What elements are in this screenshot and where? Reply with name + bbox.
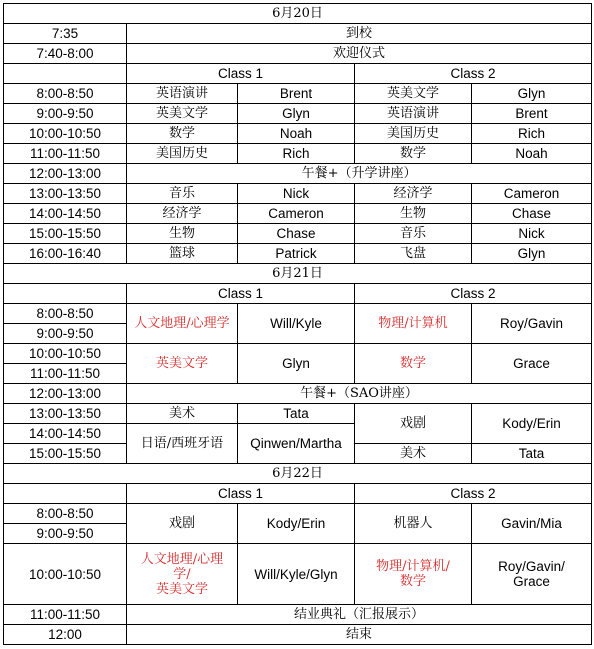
teacher-cell: Will/Kyle xyxy=(238,304,355,344)
subject-cell: 飞盘 xyxy=(355,244,472,264)
time-cell: 8:00-8:50 xyxy=(4,504,127,524)
schedule-row xyxy=(4,304,592,324)
teacher-cell: Nick xyxy=(238,184,355,204)
time-cell: 15:00-15:50 xyxy=(4,444,127,464)
teacher-cell: Nick xyxy=(472,224,592,244)
teacher-cell: Tata xyxy=(238,404,355,424)
schedule-row xyxy=(4,124,592,144)
subject-line: 英美文学 xyxy=(155,581,208,597)
time-cell: 10:00-10:50 xyxy=(4,344,127,364)
teacher-cell: Glyn xyxy=(238,344,355,384)
teacher-cell: Rich xyxy=(238,144,355,164)
subject-cell: 英语演讲 xyxy=(355,104,472,124)
teacher-cell: Grace xyxy=(472,344,592,384)
teacher-line: Roy/Gavin/ xyxy=(498,559,565,574)
event-cell: 结束 xyxy=(127,625,592,645)
time-cell: 8:00-8:50 xyxy=(4,304,127,324)
time-cell: 7:35 xyxy=(4,24,127,44)
subject-cell: 英美文学 xyxy=(127,104,238,124)
schedule-row xyxy=(4,544,592,605)
class-header-row xyxy=(4,484,592,504)
teacher-cell: Kody/Erin xyxy=(472,404,592,444)
empty-cell xyxy=(4,64,127,84)
teacher-cell: Noah xyxy=(238,124,355,144)
schedule-row xyxy=(4,24,592,44)
time-cell: 15:00-15:50 xyxy=(4,224,127,244)
teacher-cell: Brent xyxy=(472,104,592,124)
event-cell: 午餐+（升学讲座） xyxy=(127,164,592,184)
event-cell: 午餐+（SAO讲座） xyxy=(127,384,592,404)
subject-line: 数学 xyxy=(399,574,426,589)
subject-cell: 数学 xyxy=(355,344,472,384)
time-cell: 14:00-14:50 xyxy=(4,204,127,224)
time-cell: 11:00-11:50 xyxy=(4,144,127,164)
time-cell: 12:00-13:00 xyxy=(4,164,127,184)
subject-cell: 音乐 xyxy=(127,184,238,204)
day-header: 6月20日 xyxy=(4,4,592,24)
event-cell: 结业典礼（汇报展示） xyxy=(127,605,592,625)
teacher-cell: Patrick xyxy=(238,244,355,264)
class1-header: Class 1 xyxy=(127,484,355,504)
class2-header: Class 2 xyxy=(355,484,592,504)
class2-header: Class 2 xyxy=(355,284,592,304)
closing-row xyxy=(4,605,592,625)
teacher-cell: Glyn xyxy=(238,104,355,124)
teacher-cell: Roy/Gavin xyxy=(472,304,592,344)
schedule-row xyxy=(4,104,592,124)
class-header-row xyxy=(4,284,592,304)
schedule-row xyxy=(4,144,592,164)
schedule-row xyxy=(4,204,592,224)
teacher-cell xyxy=(472,544,592,605)
teacher-cell: Gavin/Mia xyxy=(472,504,592,544)
subject-cell: 机器人 xyxy=(355,504,472,544)
teacher-cell: Qinwen/Martha xyxy=(238,424,355,464)
schedule-row xyxy=(4,224,592,244)
day-header-row xyxy=(4,4,592,24)
time-cell: 8:00-8:50 xyxy=(4,84,127,104)
empty-cell xyxy=(4,484,127,504)
time-cell: 12:00-13:00 xyxy=(4,384,127,404)
time-cell: 9:00-9:50 xyxy=(4,104,127,124)
teacher-cell: Glyn xyxy=(472,244,592,264)
schedule-row xyxy=(4,44,592,64)
subject-cell: 人文地理/心理学 xyxy=(127,304,238,344)
teacher-line: Grace xyxy=(513,574,550,589)
teacher-cell: Cameron xyxy=(472,184,592,204)
time-cell: 13:00-13:50 xyxy=(4,184,127,204)
time-cell: 11:00-11:50 xyxy=(4,364,127,384)
time-cell: 11:00-11:50 xyxy=(4,605,127,625)
time-cell: 9:00-9:50 xyxy=(4,524,127,544)
teacher-cell: Tata xyxy=(472,444,592,464)
day-header-row xyxy=(4,264,592,284)
schedule-row xyxy=(4,504,592,524)
teacher-cell: Will/Kyle/Glyn xyxy=(238,544,355,605)
subject-cell: 音乐 xyxy=(355,224,472,244)
subject-cell: 英美文学 xyxy=(355,84,472,104)
subject-cell: 经济学 xyxy=(127,204,238,224)
class1-header: Class 1 xyxy=(127,64,355,84)
subject-line: 学/ xyxy=(173,566,191,582)
subject-cell: 生物 xyxy=(127,224,238,244)
schedule-row xyxy=(4,184,592,204)
subject-cell: 英语演讲 xyxy=(127,84,238,104)
subject-cell: 篮球 xyxy=(127,244,238,264)
teacher-cell: Cameron xyxy=(238,204,355,224)
empty-cell xyxy=(4,284,127,304)
class-header-row xyxy=(4,64,592,84)
class1-header: Class 1 xyxy=(127,284,355,304)
time-cell: 12:00 xyxy=(4,625,127,645)
teacher-cell: Glyn xyxy=(472,84,592,104)
day-header-row xyxy=(4,464,592,484)
subject-line: 人文地理/心理 xyxy=(140,551,224,567)
subject-cell: 物理/计算机 xyxy=(355,304,472,344)
teacher-cell: Brent xyxy=(238,84,355,104)
subject-cell: 美国历史 xyxy=(355,124,472,144)
day-header: 6月21日 xyxy=(4,264,592,284)
schedule-row xyxy=(4,344,592,364)
closing-row xyxy=(4,625,592,645)
subject-cell: 经济学 xyxy=(355,184,472,204)
schedule-table xyxy=(3,3,592,645)
time-cell: 10:00-10:50 xyxy=(4,544,127,605)
subject-cell: 数学 xyxy=(355,144,472,164)
time-cell: 13:00-13:50 xyxy=(4,404,127,424)
subject-cell: 美术 xyxy=(355,444,472,464)
time-cell: 9:00-9:50 xyxy=(4,324,127,344)
teacher-cell: Kody/Erin xyxy=(238,504,355,544)
time-cell: 10:00-10:50 xyxy=(4,124,127,144)
subject-cell xyxy=(355,544,472,605)
time-cell: 14:00-14:50 xyxy=(4,424,127,444)
subject-cell xyxy=(127,544,238,605)
subject-cell: 英美文学 xyxy=(127,344,238,384)
event-cell: 欢迎仪式 xyxy=(127,44,592,64)
subject-cell: 生物 xyxy=(355,204,472,224)
teacher-cell: Chase xyxy=(238,224,355,244)
teacher-cell: Chase xyxy=(472,204,592,224)
subject-cell: 美国历史 xyxy=(127,144,238,164)
teacher-cell: Rich xyxy=(472,124,592,144)
subject-line: 物理/计算机/ xyxy=(376,559,450,574)
class2-header: Class 2 xyxy=(355,64,592,84)
schedule-row xyxy=(4,84,592,104)
schedule-row xyxy=(4,244,592,264)
subject-cell: 数学 xyxy=(127,124,238,144)
subject-cell: 日语/西班牙语 xyxy=(127,424,238,464)
lunch-row xyxy=(4,164,592,184)
time-cell: 7:40-8:00 xyxy=(4,44,127,64)
time-cell: 16:00-16:40 xyxy=(4,244,127,264)
event-cell: 到校 xyxy=(127,24,592,44)
teacher-cell: Noah xyxy=(472,144,592,164)
subject-cell: 戏剧 xyxy=(127,504,238,544)
lunch-row xyxy=(4,384,592,404)
subject-cell: 戏剧 xyxy=(355,404,472,444)
subject-cell: 美术 xyxy=(127,404,238,424)
schedule-row xyxy=(4,404,592,424)
day-header: 6月22日 xyxy=(4,464,592,484)
